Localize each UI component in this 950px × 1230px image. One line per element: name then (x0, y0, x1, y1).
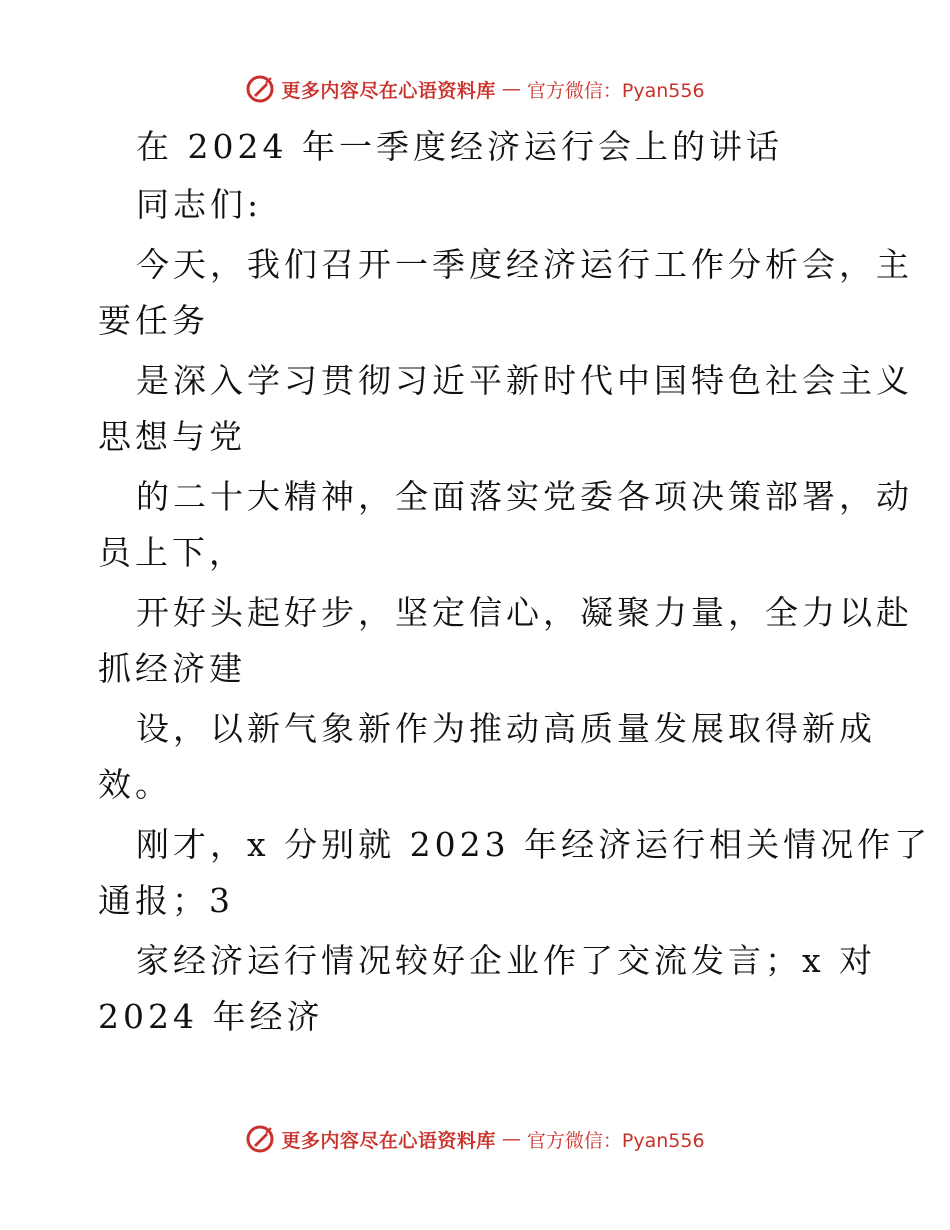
paragraph-line: 刚才，x 分别就 2023 年经济运行相关情况作了 (136, 825, 932, 864)
document-title: 在 2024 年一季度经济运行会上的讲话 (136, 127, 783, 166)
watermark-wechat-text: 官方微信：Pyan556 (526, 79, 705, 102)
paragraph-line: 家经济运行情况较好企业作了交流发言；x 对 (136, 941, 877, 980)
watermark-main-text: 更多内容尽在心语资料库 (281, 1129, 496, 1152)
salutation: 同志们: (136, 185, 263, 224)
paragraph-line: 今天，我们召开一季度经济运行工作分析会，主 (136, 245, 913, 284)
paragraph-line: 抓经济建 (98, 649, 246, 688)
header-watermark (0, 72, 950, 106)
paragraph-line: 设，以新气象新作为推动高质量发展取得新成 (136, 709, 876, 748)
paragraph-line: 要任务 (98, 301, 209, 340)
paragraph-line: 效。 (98, 765, 172, 804)
watermark-dash: — (501, 1128, 521, 1150)
paragraph-line: 的二十大精神，全面落实党委各项决策部署，动 (136, 477, 913, 516)
watermark-dash: — (501, 78, 521, 100)
paragraph-line: 2024 年经济 (98, 997, 324, 1036)
watermark-main-text: 更多内容尽在心语资料库 (281, 79, 496, 102)
watermark-wechat-text: 官方微信：Pyan556 (526, 1129, 705, 1152)
paragraph-line: 开好头起好步，坚定信心，凝聚力量，全力以赴 (136, 593, 913, 632)
quill-logo-icon (245, 1124, 275, 1154)
paragraph-line: 是深入学习贯彻习近平新时代中国特色社会主义 (136, 361, 913, 400)
quill-logo-icon (245, 74, 275, 104)
paragraph-line: 通报；3 (98, 881, 234, 920)
paragraph-line: 员上下， (98, 533, 246, 572)
paragraph-line: 思想与党 (98, 417, 246, 456)
footer-watermark (0, 1122, 950, 1156)
